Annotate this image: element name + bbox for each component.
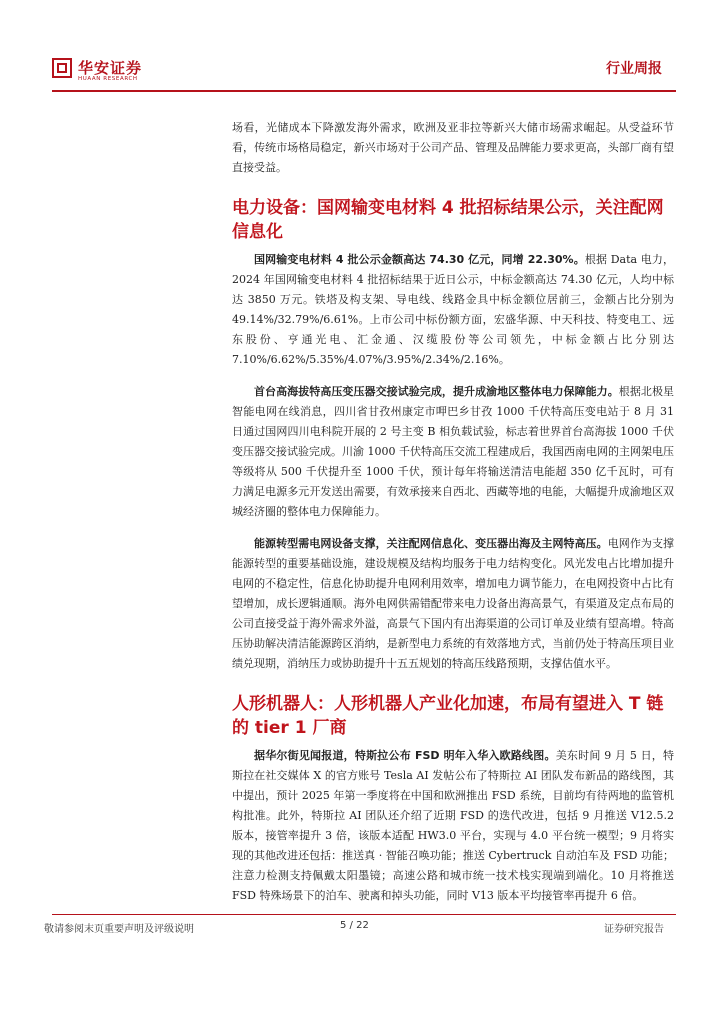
power-p2-lead: 首台高海拔特高压变压器交接试验完成，提升成渝地区整体电力保障能力。 — [254, 385, 619, 398]
header-divider — [52, 90, 676, 92]
power-paragraph-1 — [232, 250, 674, 370]
footer-divider — [52, 914, 676, 915]
robot-p1-lead: 据华尔街见闻报道，特斯拉公布 FSD 明年入华入欧路线图。 — [254, 749, 556, 762]
power-p2-body: 根据北极星智能电网在线消息，四川省甘孜州康定市呷巴乡甘孜 1000 千伏特高压变电站于 8 月 31 日通过国网四川电科院开展的 2 号主变 B 相负载试验，标志着世界首台高海拔 1000 千伏变压器交接试验完成。川渝 1000 千伏特高压交流工程建成后，我国西南电网的主网架电压等级将从 500 千伏提升至 1000 千伏，预计每年将输送清洁电能超 350 亿千瓦时，可有力满足电源多元开发送出需要，有效承接来自西北、西藏等地的电能，大幅提升成渝地区双城经济圈的整体电力保障能力。 — [232, 385, 674, 518]
main-content — [232, 118, 674, 918]
report-type: 行业周报 — [606, 61, 662, 77]
robot-paragraph-1 — [232, 746, 674, 906]
intro-paragraph: 场看，光储成本下降激发海外需求，欧洲及亚非拉等新兴大储市场需求崛起。从受益环节看，传统市场格局稳定，新兴市场对于公司产品、管理及品牌能力要求更高，头部厂商有望直接受益。 — [232, 121, 674, 174]
logo-icon — [52, 58, 72, 78]
power-p1-body: 根据 Data 电力，2024 年国网输变电材料 4 批招标结果于近日公示，中标金额高达 74.30 亿元，人均中标达 3850 万元。铁塔及构支架、导电线、线路金具中标金额位居前三，金额占比分别为 49.14%/32.79%/6.61%。上市公司中标份额方面，宏盛华源、中天科技、特变电工、远东股份、亨通光电、汇金通、汉缆股份等公司领先，中标金额占比分别达 7.10%/6.62%/5.35%/4.07%/3.95%/2.34%/2.16%。 — [232, 253, 674, 366]
footer-label: 证券研究报告 — [604, 924, 664, 935]
page-header — [0, 0, 724, 96]
section-title-power: 电力设备：国网输变电材料 4 批招标结果公示，关注配网信息化 — [232, 198, 664, 242]
page-number: 5 / 22 — [340, 920, 369, 931]
logo-name: 华安证券 — [78, 59, 143, 77]
power-p3-body: 电网作为支撑能源转型的重要基础设施，建设规模及结构均服务于电力结构变化。风光发电占比增加提升电网的不稳定性，信息化协助提升电网利用效率，增加电力调节能力，在电网投资中占比有望增加，成长逻辑通顺。海外电网供需错配带来电力设备出海高景气，有渠道及定点布局的公司直接受益于海外需求外溢，高景气下国内有出海渠道的公司订单及业绩有望高增。特高压协助解决清洁能源跨区消纳，是新型电力系统的有效落地方式，当前仍处于特高压项目业绩兑现期，消纳压力或协助提升十五五规划的特高压线路预期，支撑估值水平。 — [232, 537, 675, 670]
power-p3-lead: 能源转型需电网设备支撑，关注配网信息化、变压器出海及主网特高压。 — [254, 537, 608, 550]
logo-subtitle: HUAAN RESEARCH — [78, 76, 138, 82]
power-p1-lead: 国网输变电材料 4 批公示金额高达 74.30 亿元，同增 22.30%。 — [254, 253, 585, 266]
power-paragraph-3 — [232, 534, 674, 674]
power-paragraph-2 — [232, 382, 674, 522]
section-title-robot: 人形机器人：人形机器人产业化加速，布局有望进入 T 链的 tier 1 厂商 — [232, 694, 664, 738]
footer-disclaimer: 敬请参阅末页重要声明及评级说明 — [44, 924, 194, 935]
robot-p1-body: 美东时间 9 月 5 日，特斯拉在社交媒体 X 的官方账号 Tesla AI 发帖公布了特斯拉 AI 团队发布新品的路线图，其中提出，预计 2025 年第一季度将在中国和欧洲推出 FSD 系统，目前均有待两地的监管机构批准。此外，特斯拉 AI 团队还介绍了近期 FSD 的迭代改进，包括 9 月推送 V12.5.2 版本，接管率提升 3 倍，该版本适配 HW3.0 平台，实现与 4.0 平台统一模型；9 月将实现的其他改进还包括：推送真 · 智能召唤功能；推送 Cybertruck 自动泊车及 FSD 功能；注意力检测支持佩戴太阳墨镜；高速公路和城市统一技术栈实现端到端化。10 月将推送 FSD 特殊场景下的泊车、驶离和掉头功能，同时 V13 版本平均接管率再提升 6 倍。 — [232, 749, 674, 902]
